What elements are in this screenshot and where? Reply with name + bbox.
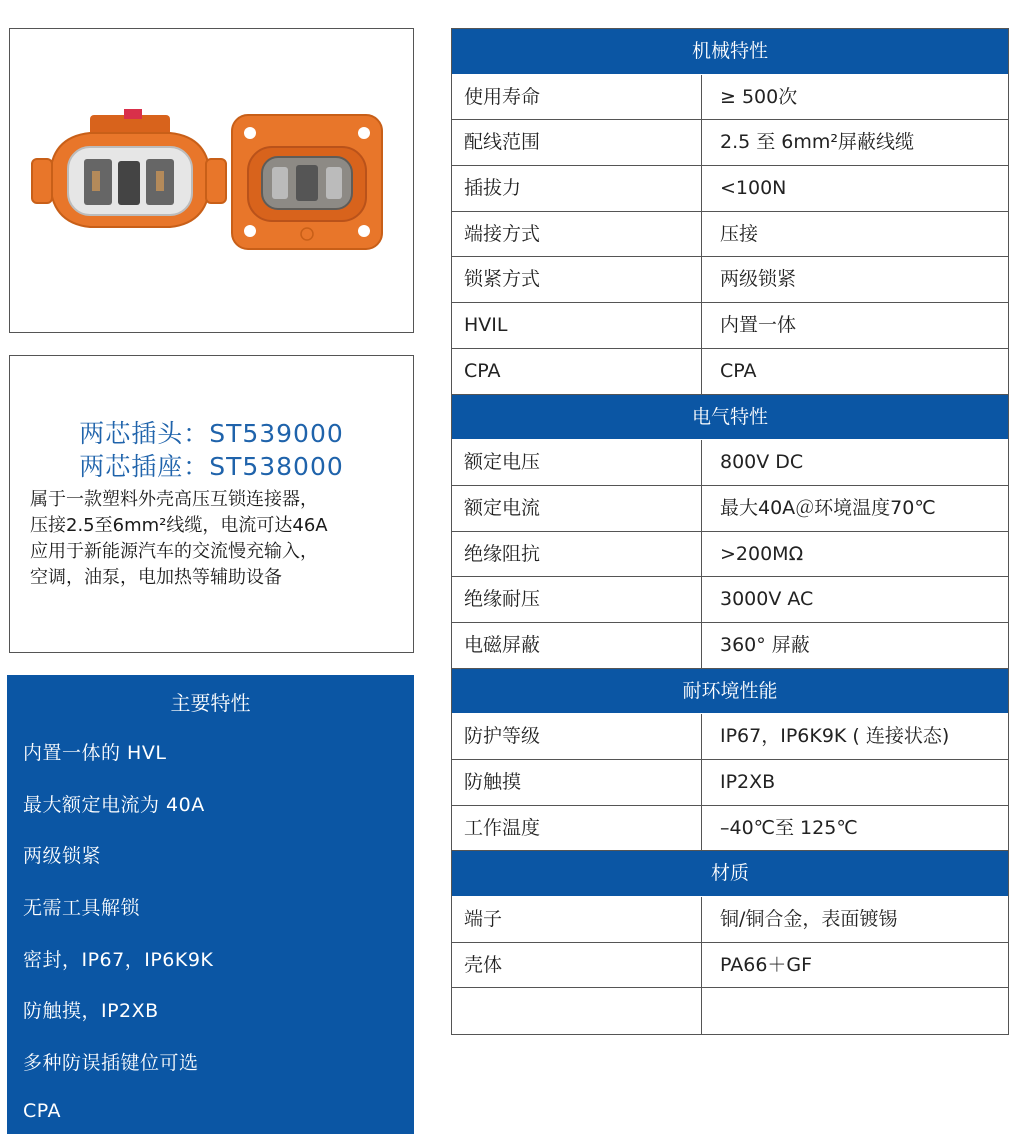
- spec-key: 配线范围: [452, 120, 702, 165]
- spec-key: 电磁屏蔽: [452, 623, 702, 668]
- spec-value: 内置一体: [720, 314, 797, 337]
- spec-value: 最大40A＠环境温度70℃: [720, 496, 936, 519]
- spec-key: 防触摸: [452, 760, 702, 805]
- spec-value: IP67，IP6K9K ( 连接状态): [720, 725, 950, 748]
- spec-key: 端子: [452, 897, 702, 942]
- feature-item: 密封，IP67，IP6K9K: [23, 949, 214, 971]
- feature-item: 最大额定电流为 40A: [23, 794, 205, 816]
- section-header-material: 材质: [452, 851, 1008, 897]
- spec-key: 防护等级: [452, 714, 702, 759]
- table-row: [452, 897, 1008, 943]
- spec-value: –40℃至 125℃: [720, 816, 858, 839]
- spec-key: 绝缘耐压: [452, 577, 702, 622]
- spec-key: 工作温度: [452, 806, 702, 851]
- table-row: [452, 75, 1008, 121]
- spec-value: 压接: [720, 222, 759, 245]
- plug-connector-image: [32, 109, 226, 227]
- spec-value: [702, 988, 1008, 1034]
- table-row-empty: [452, 988, 1008, 1034]
- spec-key: 壳体: [452, 943, 702, 988]
- product-description-box: [9, 355, 414, 653]
- feature-item: CPA: [23, 1100, 62, 1122]
- spec-key: 锁紧方式: [452, 257, 702, 302]
- spec-value: 铜/铜合金，表面镀锡: [720, 908, 898, 931]
- table-row: [452, 166, 1008, 212]
- spec-value: 360° 屏蔽: [720, 633, 810, 656]
- feature-item: 防触摸，IP2XB: [23, 1000, 159, 1022]
- spec-key: 插拔力: [452, 166, 702, 211]
- spec-value: PA66＋GF: [720, 953, 813, 976]
- features-title: 主要特性: [170, 691, 251, 715]
- table-row: [452, 714, 1008, 760]
- description-line: 压接2.5至6mm²线缆，电流可达46A: [30, 515, 328, 536]
- table-row: [452, 120, 1008, 166]
- spec-key: [452, 988, 702, 1034]
- plug-model-number: 两芯插头：ST539000: [79, 419, 344, 448]
- receptacle-model-number: 两芯插座：ST538000: [79, 452, 344, 481]
- feature-item: 多种防误插键位可选: [23, 1052, 199, 1074]
- main-features-panel: [7, 675, 414, 1134]
- product-image-box: [9, 28, 414, 333]
- spec-key: 端接方式: [452, 212, 702, 257]
- spec-key: 额定电压: [452, 440, 702, 485]
- spec-value: 3000V AC: [720, 588, 814, 611]
- description-line: 属于一款塑料外壳高压互锁连接器，: [30, 489, 318, 510]
- spec-value: 两级锁紧: [720, 268, 797, 291]
- feature-item: 内置一体的 HVL: [23, 742, 167, 764]
- spec-value: ≥ 500次: [720, 85, 798, 108]
- spec-value: IP2XB: [720, 771, 776, 793]
- spec-value: 2.5 至 6mm²屏蔽线缆: [720, 131, 915, 154]
- receptacle-connector-image: [232, 115, 382, 249]
- description-line: 空调，油泵，电加热等辅助设备: [30, 567, 282, 588]
- table-row: [452, 440, 1008, 486]
- spec-key: 使用寿命: [452, 75, 702, 120]
- table-row: [452, 486, 1008, 532]
- table-row: [452, 760, 1008, 806]
- table-row: [452, 212, 1008, 258]
- table-row: [452, 806, 1008, 852]
- spec-value: >200MΩ: [720, 542, 804, 565]
- table-row: [452, 532, 1008, 578]
- table-row: [452, 943, 1008, 989]
- spec-value: CPA: [720, 359, 757, 382]
- table-row: [452, 257, 1008, 303]
- description-line: 应用于新能源汽车的交流慢充输入，: [30, 541, 318, 562]
- table-row: [452, 303, 1008, 349]
- feature-item: 无需工具解锁: [23, 897, 141, 919]
- section-header-environmental: 耐环境性能: [452, 669, 1008, 715]
- table-row: [452, 623, 1008, 669]
- spec-key: 额定电流: [452, 486, 702, 531]
- spec-key: 绝缘阻抗: [452, 532, 702, 577]
- spec-table: [451, 28, 1009, 1035]
- connector-illustration: [10, 29, 413, 332]
- table-row: [452, 577, 1008, 623]
- table-row: [452, 349, 1008, 395]
- spec-value: 800V DC: [720, 451, 804, 474]
- section-header-electrical: 电气特性: [452, 395, 1008, 441]
- section-header-mechanical: 机械特性: [452, 29, 1008, 75]
- spec-key: HVIL: [452, 303, 702, 348]
- spec-value: <100N: [720, 177, 787, 200]
- spec-key: CPA: [452, 349, 702, 394]
- product-description: [30, 487, 405, 591]
- feature-item: 两级锁紧: [23, 845, 102, 867]
